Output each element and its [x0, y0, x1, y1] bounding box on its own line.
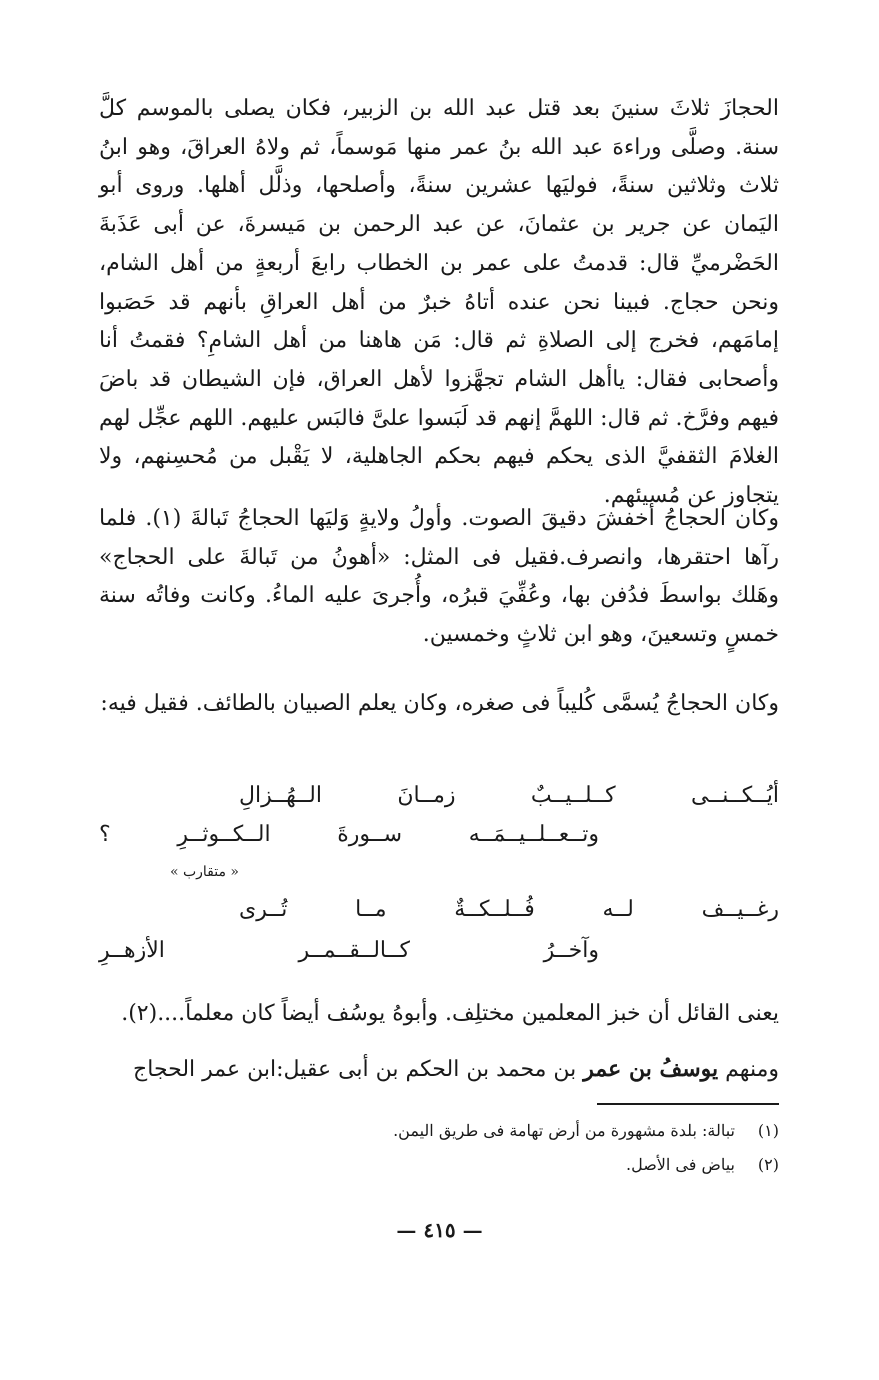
footnote-2	[626, 1155, 779, 1174]
p5-rest: بن محمد بن الحكم بن أبى عقيل:ابن عمر الحجاج	[133, 1057, 584, 1082]
verse-line-2b: وآخــرُ كــالــقــمــر الأزهــرِ	[99, 938, 599, 963]
footnote-1	[393, 1121, 779, 1140]
footnote-1-number: (١)	[757, 1121, 779, 1140]
footnote-1-text: تبالة: بلدة مشهورة من أرض تهامة فى طريق اليمن.	[393, 1121, 735, 1140]
paragraph-hajjaj-governorship: الحجازَ ثلاثَ سنينَ بعد قتل عبد الله بن الزبير، فكان يصلى بالموسم كلَّ سنة. وصلَّى وراءهَ عبد الله بنُ عمر منها مَوسماً، ثم ولاهُ العراقَ، وهو ابنُ ثلاث وثلاثين سنةً، فوليَها عشرين سنةً، وأصلحها، وذلَّل أهلها. وروى أبو اليَمان عن جرير بن عثمانَ، عن عبد الرحمن بن مَيسرةَ، عن أبى عَذَبةَ الحَضْرميِّ قال: قدمتُ على عمر بن الخطاب رابعَ أربعةٍ من أهل الشام، ونحن حجاج. فبينا نحن عنده أتاهُ خبرٌ من أهل العراقِ بأنهم قد حَصَبوا إمامَهم، فخرج إلى الصلاةِ ثم قال: مَن هاهنا من أهل الشامِ؟ فقمتُ أنا وأصحابى فقال: ياأهل الشام تجهَّزوا لأهل العراق، فإن الشيطان قد باضَ فيهم وفرَّخ. ثم قال: اللهمَّ إنهم قد لَبَسوا علىَّ فالبَس عليهم. اللهم عجِّل لهم الغلامَ الثقفيَّ الذى يحكم فيهم بحكم الجاهلية، لا يَقْبل من مُحسِنهم، ولا يتجاوز عن مُسيئهم.	[99, 96, 779, 509]
paragraph-yusuf-ibn-umar	[99, 1050, 779, 1090]
paragraph-verse-explanation: يعنى القائل أن خبز المعلمين مختلِف. وأبوهُ يوسُف أيضاً كان معلماً....(٢).	[121, 1001, 779, 1026]
page-number: — ٤١٥ —	[396, 1218, 483, 1242]
verse-line-1a: أيُــكــنــى كــلــيــبٌ زمــانَ الــهُــزالِ	[239, 783, 779, 808]
verse-line-1b: وتــعــلــيــمَــه ســورةَ الــكــوثــرِ ؟	[99, 822, 599, 847]
p5-lead: ومنهم	[718, 1057, 779, 1082]
paragraph-hajjaj-nickname: وكان الحجاجُ يُسمَّى كُليباً فى صغره، وكان يعلم الصبيان بالطائف. فقيل فيه:	[100, 691, 779, 716]
verse-line-2a: رغــيــف لــه فُــلــكــةٌ مــا تُــرى	[239, 897, 779, 922]
footnote-2-text: بياض فى الأصل.	[625, 1155, 735, 1174]
paragraph-hajjaj-death: وكان الحجاجُ أخفشَ دقيقَ الصوت. وأولُ ولايةٍ وَليَها الحجاجُ تَبالةَ (١). فلما رآها احتقرها، وانصرف.فقيل فى المثل: «أهونُ من تَبالةَ على الحجاج» وهَلك بواسطَ فدُفن بها، وعُفِّيَ قبرُه، وأُجرىَ عليه الماءُ. وكانت وفاتُه سنة خمسٍ وتسعينَ، وهو ابن ثلاثٍ وخمسين.	[99, 506, 780, 648]
bold-name: يوسفُ بن عمر	[583, 1056, 719, 1082]
footnote-divider	[597, 1103, 779, 1105]
verse-meter-label: « متقارب »	[169, 864, 239, 880]
footnote-2-number: (٢)	[757, 1155, 779, 1174]
